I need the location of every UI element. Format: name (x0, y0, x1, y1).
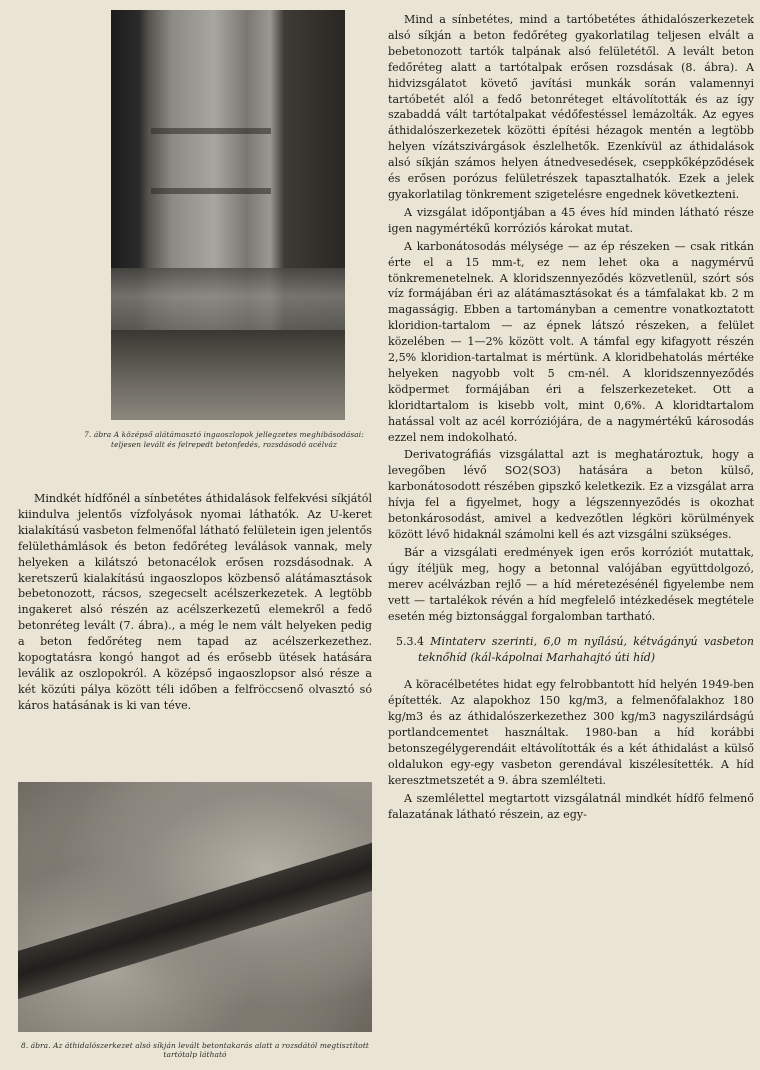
section-title: Mintaterv szerinti, 6,0 m nyílású, kétvágányú vasbeton teknőhíd (kál-kápolnai Marhahajtó úti híd) (418, 635, 755, 664)
photo-band (151, 188, 271, 194)
paragraph: Mind a sínbetétes, mind a tartóbetétes áthidalószerkezetek alsó síkján a beton fedőréteg gyakorlatilag teljesen elvált a bebetonozott tartók talpának alsó felületétől. A levált beton fedőréteg alatt a tartótalpak erősen rozsdásak (8. ábra). A hidvizsgálatot követő javítási munkák során valamennyi tartóbetét alól a fedő betonréteget eltávolították és az így szabaddá vált tartótalpakat védőfestéssel lemázolták. Az egyes áthidalószerkezetek közötti építési hézagok mentén a legtöbb helyen vízátszivárgások észlelhetők. Ezenkívül az áthidalások alsó síkján számos helyen átnedvesedések, cseppkőképződések és erősen porózus felületrészek tapasztalhatók. Ezek a jelek gyakorlatilag tönkrement szigetelésre engednek következteni. (388, 13, 754, 201)
photo-beam (111, 268, 345, 338)
paragraph: Mindkét hídfőnél a sínbetétes áthidalások felfekvési síkjától kiindulva jelentős vízfolyások nyomai láthatók. Az U-keret kialakítású vasbeton felmenőfal látható felületein igen jelentős felülethámlások és beton fedőréteg leválások vannak, mely helyeken a kilátszó betonacélok erősen rozsdásodnak. A keretszerű kialakítású ingaoszlopos közbenső alátámasztások bebetonozott, rácsos, szegecselt acélszerkezetek. A legtöbb ingakeret alsó részén az acélszerkezetű elemekről a fedő betonréteg levált (7. ábra)., a még le nem vált helyeken pedig a beton fedőréteg nem tapad az acélszerkezethez. kopogtatásra kongó hangot ad és erősebb ütések hatására leválik az oszlopokról. A középső ingaoszlopsor alsó része a két közúti pálya között téli időben a felfröccsenő olvasztó só káros hatásának is ki van téve. (18, 492, 372, 712)
left-body (18, 491, 372, 714)
right-body (388, 12, 754, 823)
figure-8-photo (18, 782, 372, 1032)
photo-ground (111, 330, 345, 420)
paragraph: Derivatográfiás vizsgálattal azt is meghatároztuk, hogy a levegőben lévő SO2(SO3) hatására a beton külső, karbonátosodott részében gipszkő keletkezik. Ez a vizsgálat arra hívja fel a figyelmet, hogy a légszennyeződés is okozhat betonkárosodást, amivel a kedvezőtlen légköri körülmények között lévő hidaknál számolni kell és azt vizsgálni szükséges. (388, 448, 754, 541)
figure-7-photo (111, 10, 345, 420)
right-column (388, 0, 754, 1070)
section-heading (396, 634, 754, 665)
figure-8-caption: 8. ábra. Az áthidalószerkezet alsó síkján levált betontakarás alatt a rozsdától megtisztított tartótalp látható (21, 1040, 369, 1060)
figure-7-caption: 7. ábra A középső alátámasztó ingaoszlopok jellegzetes meghibásodásai: teljesen levált és felrepedt betonfedés, rozsdásodó acélváz (84, 430, 364, 449)
paragraph: Bár a vizsgálati eredmények igen erős korróziót mutattak, úgy ítéljük meg, hogy a betonnal valójában együttdolgozó, merev acélvázban rejlő — a híd méretezésénél figyelembe nem vett — tartalékok révén a híd megfelelő intézkedések megtétele esetén még biztonsággal forgalomban tartható. (388, 545, 754, 623)
left-column (18, 0, 372, 1070)
photo-crack (18, 833, 372, 1000)
paragraph: A köracélbetétes hidat egy felrobbantott híd helyén 1949-ben építették. Az alapokhoz 150 kg/m3, a felmenőfalakhoz 180 kg/m3 és az áthidalószerkezethez 300 kg/m3 nagyszilárdságú portlandcementet használtak. 1980-ban a híd korábbi betonszegélygerendáit eltávolították és a két áthidalást a külső oldalukon egy-egy vasbeton gerendával kiszélesítették. A híd keresztmetszetét a 9. ábra szemlélteti. (388, 678, 754, 787)
photo-band (151, 128, 271, 134)
paragraph: A szemlélettel megtartott vizsgálatnál mindkét hídfő felmenő falazatának látható részein, az egy- (388, 791, 754, 821)
paragraph: A vizsgálat időpontjában a 45 éves híd minden látható része igen nagymértékű korróziós károkat mutat. (388, 205, 754, 235)
section-number: 5.3.4 (396, 635, 424, 649)
paragraph: A karbonátosodás mélysége — az ép részeken — csak ritkán érte el a 15 mm-t, ez nem lehet oka a nagymérvű tönkremenetelnek. A kloridszennyeződés közvetlenül, szórt sós víz formájában éri az alátámasztásokat és a támfalakat kb. 2 m magasságig. Ebben a tartományban a cementre vonatkoztatott kloridion-tartalom — az épnek látszó részeken, a felület közelében — 1—2% között volt. A támfal egy kifagyott részén 2,5% kloridion-tartalmat is mértünk. A kloridbehatolás mértéke helyeken nagyobb volt 5 cm-nél. A kloridszennyeződés ködpermet formájában éri a felszerkezeteket. Ott a kloridtartalom is kisebb volt, mint 0,6%. A kloridtartalom hatással volt az acél korróziójára, de a nagymértékű károsodás ezzel nem indokolható. (388, 239, 754, 444)
